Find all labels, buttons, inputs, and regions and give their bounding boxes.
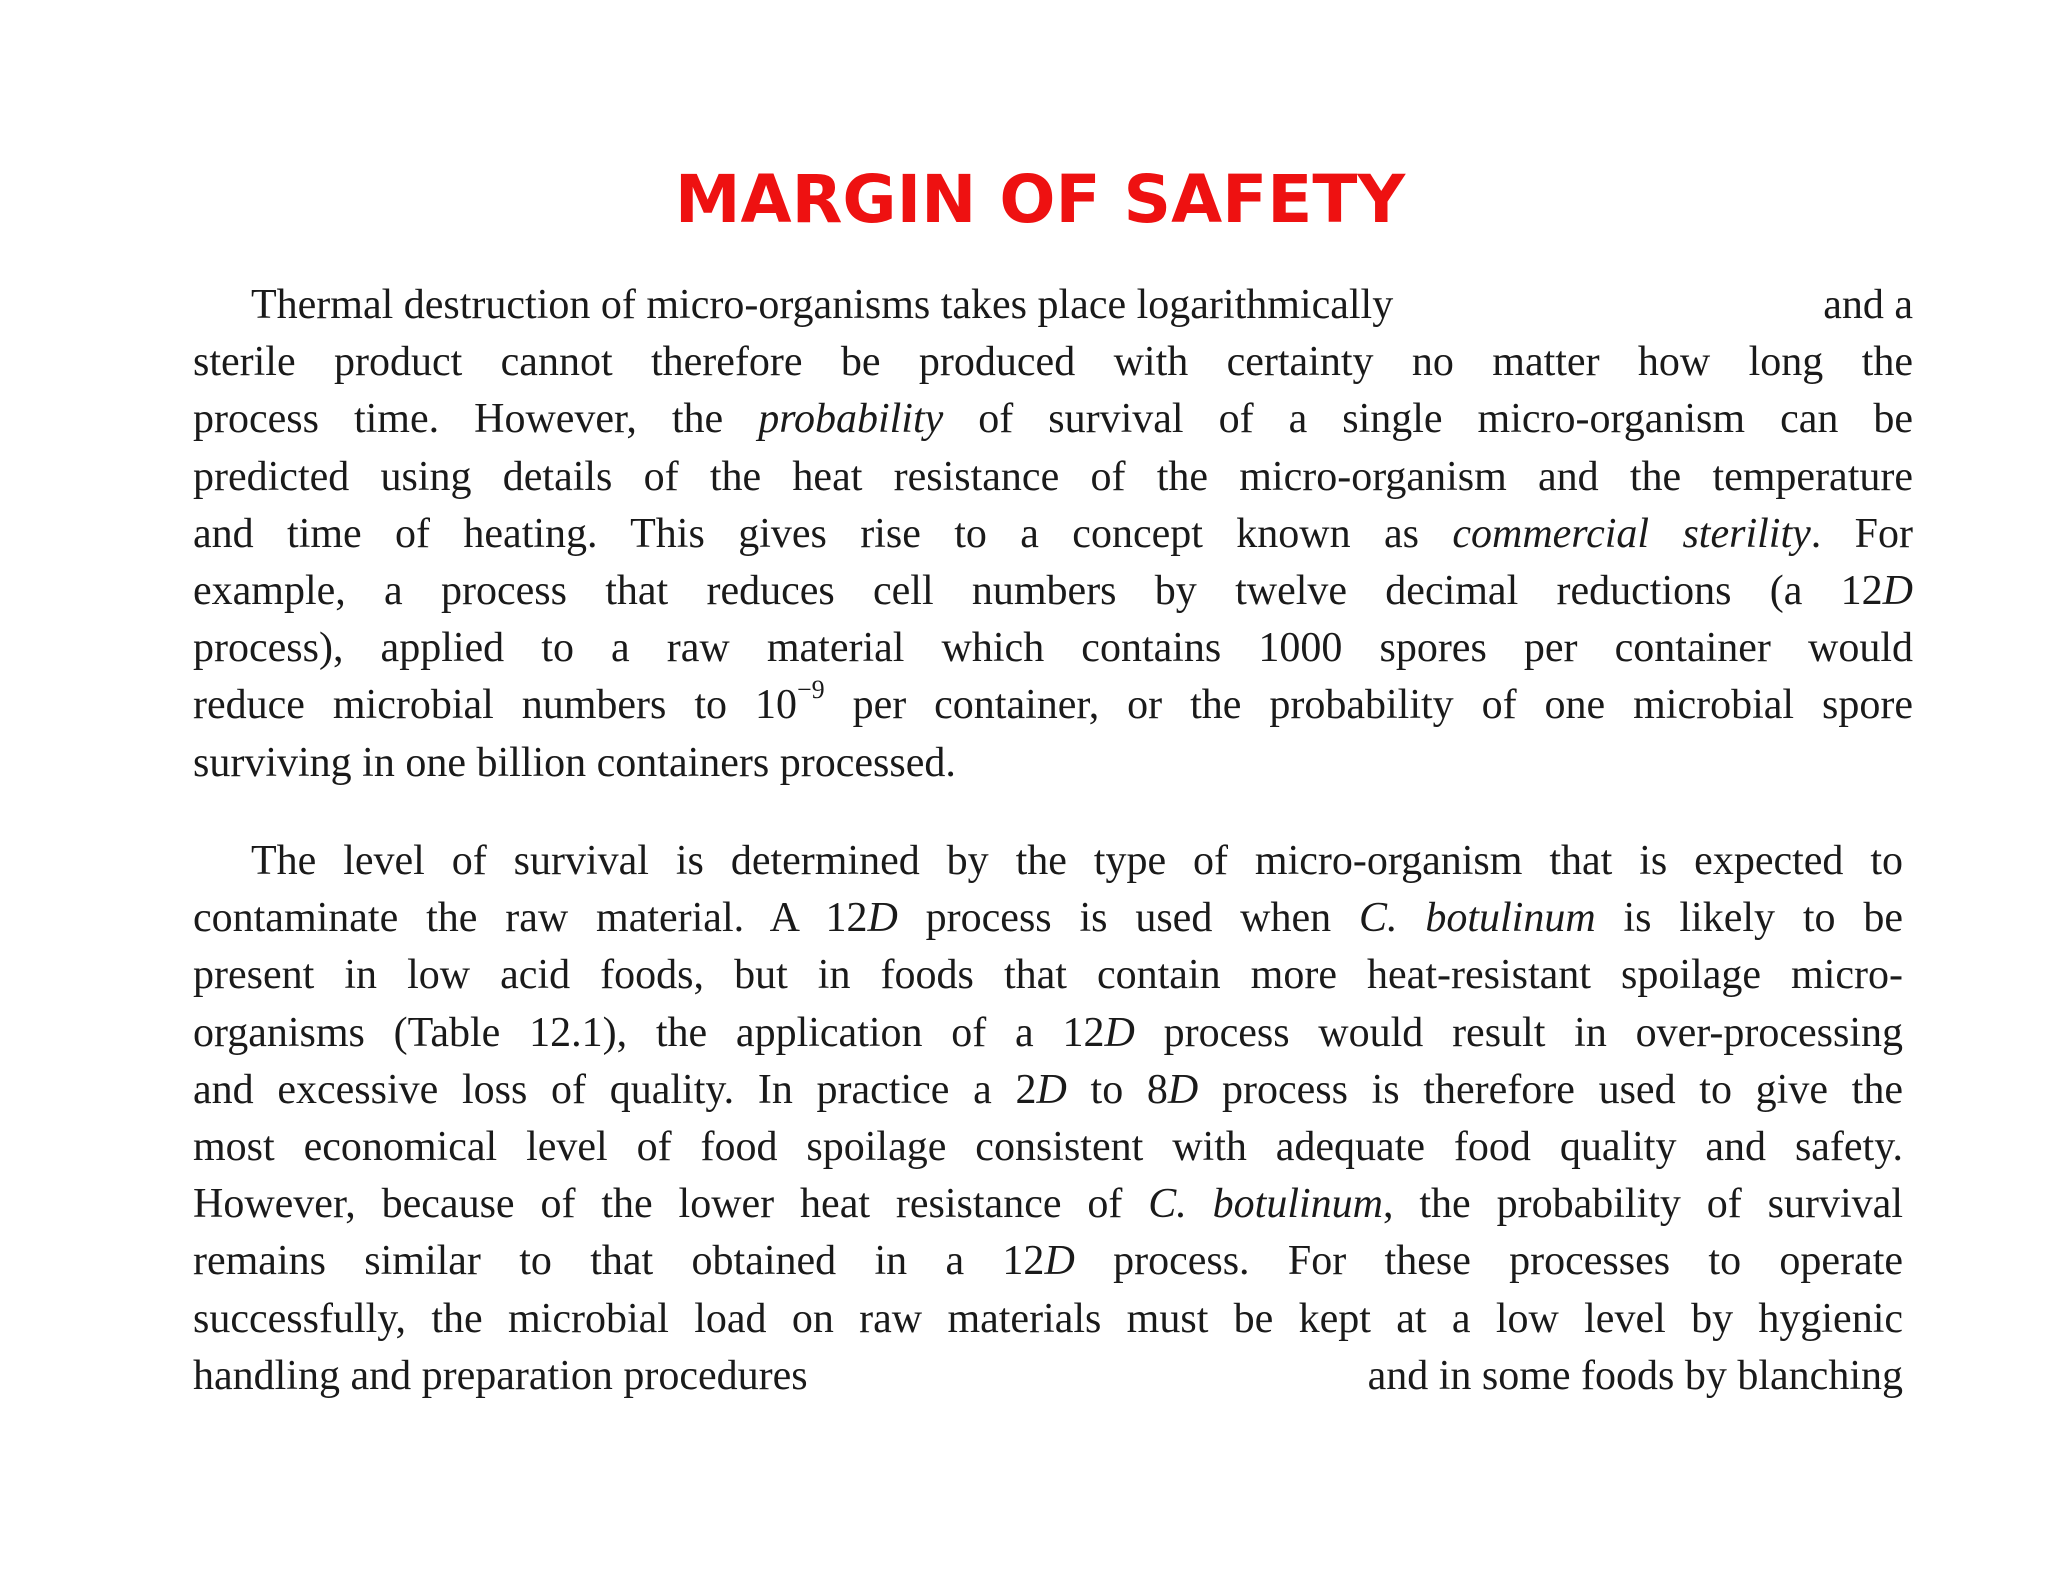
text-line: surviving in one billion containers processed. (193, 739, 956, 786)
text-line: most economical level of food spoilage consistent with adequate food quality and safety. (193, 1123, 1903, 1170)
text-line: The level of survival is determined by the type of micro-organism that is expected to (251, 838, 1903, 884)
text-line: However, because of the lower heat resistance of C. botulinum, the probability of survival (193, 1181, 1903, 1228)
text-line: present in low acid foods, but in foods that contain more heat-resistant spoilage micro- (193, 952, 1903, 999)
text-line: process time. However, the probability of survival of a single micro-organism can be (193, 396, 1913, 443)
text-line: predicted using details of the heat resistance of the micro-organism and the temperature (193, 453, 1913, 500)
text-line: Thermal destruction of micro-organisms takes place logarithmically and a (251, 282, 1913, 328)
text-line: handling and preparation procedures and in some foods by blanching (193, 1352, 1903, 1399)
page-title: MARGIN OF SAFETY (674, 161, 1406, 238)
text-line: and time of heating. This gives rise to a concept known as commercial sterility. For (193, 510, 1913, 557)
paragraph-thermal-destruction (193, 277, 1913, 792)
text-line: successfully, the microbial load on raw materials must be kept at a low level by hygienic (193, 1295, 1903, 1342)
text-line: remains similar to that obtained in a 12D process. For these processes to operate (193, 1238, 1904, 1285)
text-line: reduce microbial numbers to $10^{-9}$ per container, or the probability of one microbial spore (193, 675, 1914, 729)
text-line: process), applied to a raw material which contains 1000 spores per container would (193, 625, 1913, 672)
text-line: example, a process that reduces cell numbers by twelve decimal reductions (a 12D (193, 567, 1913, 614)
text-line: sterile product cannot therefore be produced with certainty no matter how long the (193, 339, 1913, 386)
text-line: contaminate the raw material. A 12D process is used when C. botulinum is likely to be (193, 895, 1903, 942)
text-line: and excessive loss of quality. In practice a 2D to 8D process is therefore used to give the (193, 1066, 1903, 1113)
paragraph-level-of-survival (193, 833, 1903, 1405)
text-line: organisms (Table 12.1), the application of a 12D process would result in over-processing (193, 1009, 1903, 1056)
